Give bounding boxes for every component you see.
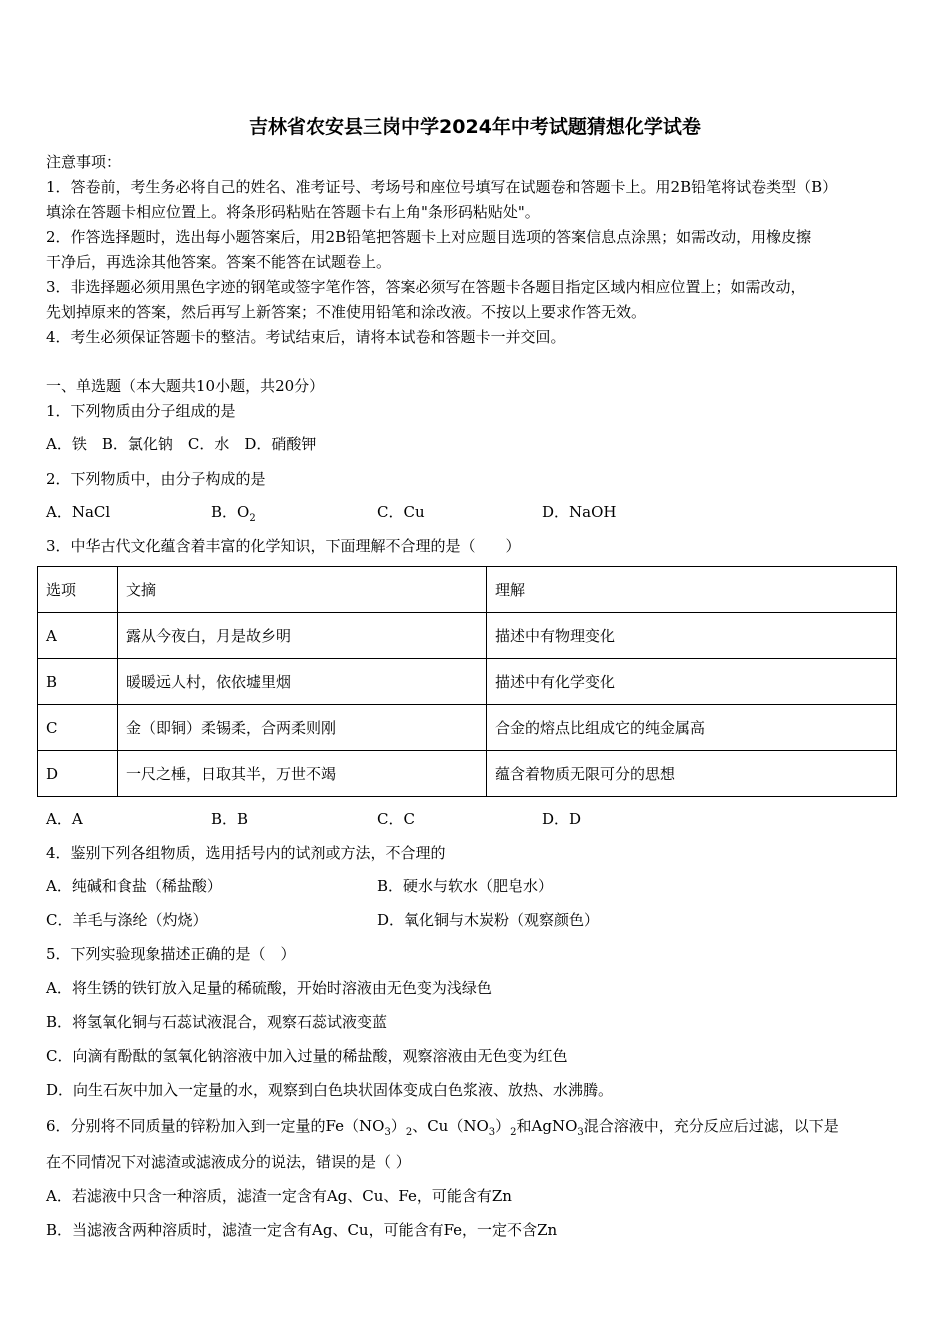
table-cell: A [38, 613, 118, 659]
q2-option-d: D．NaOH [542, 503, 617, 521]
table-header: 选项 [38, 567, 118, 613]
notice-line: 4．考生必须保证答题卡的整洁。考试结束后，请将本试卷和答题卡一并交回。 [46, 328, 566, 346]
q5-option-a: A．将生锈的铁钉放入足量的稀硫酸，开始时溶液由无色变为浅绿色 [46, 979, 492, 997]
table-header: 文摘 [118, 567, 487, 613]
q2-option-c: C．Cu [377, 503, 425, 521]
table-cell: 描述中有物理变化 [487, 613, 897, 659]
q3-option-c: C．C [377, 810, 415, 828]
q2-option-a: A．NaCl [46, 503, 111, 521]
q4-option-a: A．纯碱和食盐（稀盐酸） [46, 877, 222, 895]
notice-line: 先划掉原来的答案，然后再写上新答案；不准使用铅笔和涂改液。不按以上要求作答无效。 [46, 303, 647, 321]
table-cell: 描述中有化学变化 [487, 659, 897, 705]
page-title: 吉林省农安县三岗中学2024年中考试题猜想化学试卷 [249, 116, 701, 138]
q1-stem: 1．下列物质由分子组成的是 [46, 402, 236, 420]
q4-option-d: D．氧化铜与木炭粉（观察颜色） [377, 911, 600, 929]
table-cell: 露从今夜白，月是故乡明 [118, 613, 487, 659]
table-row [38, 659, 897, 705]
q2-stem: 2．下列物质中，由分子构成的是 [46, 470, 266, 488]
table-cell: D [38, 751, 118, 797]
table-cell: 金（即铜）柔锡柔，合两柔则刚 [118, 705, 487, 751]
q6-option-b: B．当滤液含两种溶质时，滤渣一定含有Ag、Cu，可能含有Fe，一定不含Zn [46, 1221, 558, 1239]
table-cell: B [38, 659, 118, 705]
table-row [38, 705, 897, 751]
q3-option-b: B．B [211, 810, 249, 828]
q5-option-b: B．将氢氧化铜与石蕊试液混合，观察石蕊试液变蓝 [46, 1013, 388, 1031]
table-cell: 暖暖远人村，依依墟里烟 [118, 659, 487, 705]
table-cell: 蕴含着物质无限可分的思想 [487, 751, 897, 797]
q4-option-c: C．羊毛与涤纶（灼烧） [46, 911, 208, 929]
q4-stem: 4．鉴别下列各组物质，选用括号内的试剂或方法，不合理的 [46, 844, 446, 862]
notice-line: 3．非选择题必须用黑色字迹的钢笔或签字笔作答，答案必须写在答题卡各题目指定区域内相应位置上；如需改动， [46, 278, 806, 296]
q3-option-a: A．A [46, 810, 83, 828]
q4-option-b: B．硬水与软水（肥皂水） [377, 877, 554, 895]
notice-line: 1．答卷前，考生务必将自己的姓名、准考证号、考场号和座位号填写在试题卷和答题卡上。用2B铅笔将试卷类型（B） [46, 178, 838, 196]
q3-stem: 3．中华古代文化蕴含着丰富的化学知识，下面理解不合理的是（ ） [46, 537, 521, 555]
table-row [38, 751, 897, 797]
notice-line: 2．作答选择题时，选出每小题答案后，用2B铅笔把答题卡上对应题目选项的答案信息点涂黑；如需改动，用橡皮擦 [46, 228, 812, 246]
q5-option-c: C．向滴有酚酞的氢氧化钠溶液中加入过量的稀盐酸，观察溶液由无色变为红色 [46, 1047, 568, 1065]
q6-stem: 6．分别将不同质量的锌粉加入到一定量的$Fe(NO_3)_2$、$Cu(NO_3)_2$和AgNO$_3$混合溶液中，充分反应后过滤，以下是 [46, 1117, 839, 1138]
section-heading: 一、单选题（本大题共10小题，共20分） [46, 377, 325, 395]
notice-line: 填涂在答题卡相应位置上。将条形码粘贴在答题卡右上角"条形码粘贴处"。 [46, 203, 540, 221]
table-header: 理解 [487, 567, 897, 613]
q2-option-b: B．$O_2$ [211, 503, 256, 524]
table-header-row [38, 567, 897, 613]
table-cell: 一尺之棰，日取其半，万世不竭 [118, 751, 487, 797]
table-cell: 合金的熔点比组成它的纯金属高 [487, 705, 897, 751]
table-cell: C [38, 705, 118, 751]
q3-table [37, 566, 897, 797]
table-row [38, 613, 897, 659]
q3-option-d: D．D [542, 810, 582, 828]
q6-option-a: A．若滤液中只含一种溶质，滤渣一定含有Ag、Cu、Fe，可能含有Zn [46, 1187, 512, 1205]
q1-options: A．铁 B．氯化钠 C．水 D．硝酸钾 [46, 435, 317, 453]
notice-line: 干净后，再选涂其他答案。答案不能答在试题卷上。 [46, 253, 392, 271]
q6-stem-line2: 在不同情况下对滤渣或滤液成分的说法，错误的是（ ） [46, 1153, 411, 1171]
notice-heading: 注意事项： [46, 153, 122, 171]
q5-option-d: D．向生石灰中加入一定量的水，观察到白色块状固体变成白色浆液、放热、水沸腾。 [46, 1081, 614, 1099]
q5-stem: 5．下列实验现象描述正确的是（ ） [46, 945, 296, 963]
